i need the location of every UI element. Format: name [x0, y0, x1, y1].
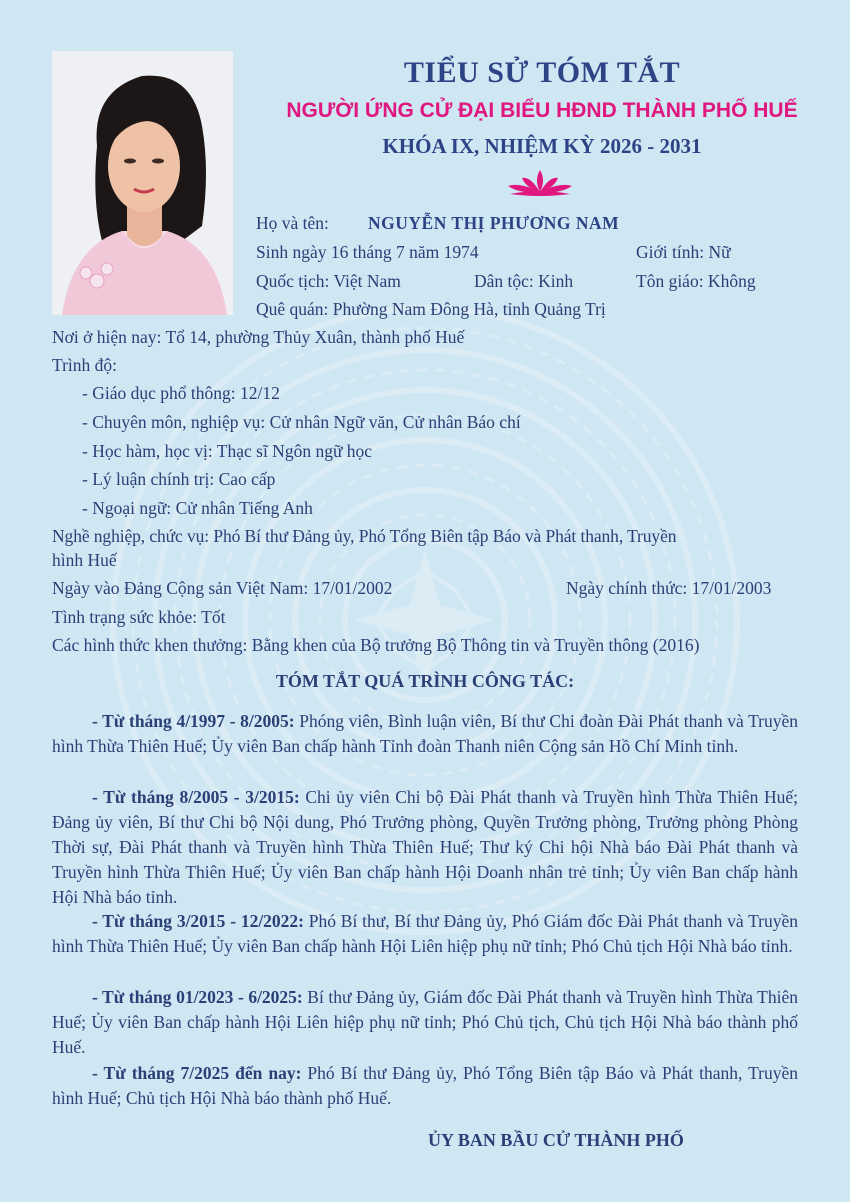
birth-date: Sinh ngày 16 tháng 7 năm 1974: [256, 242, 479, 262]
education-item: - Giáo dục phổ thông: 12/12: [82, 383, 280, 403]
party-official-date: Ngày chính thức: 17/01/2003: [566, 578, 772, 598]
work-period: - Từ tháng 8/2005 - 3/2015:: [92, 787, 300, 807]
work-description: Phó Bí thư Đảng ủy, Phó Tổng Biên tập Báo và Phát thanh, Truyền hình Huế; Chủ tịch Hội Nhà báo thành phố Huế.: [52, 1063, 798, 1108]
education-label: Trình độ:: [52, 355, 118, 375]
ethnicity: Dân tộc: Kinh: [474, 271, 574, 291]
education-item: - Học hàm, học vị: Thạc sĩ Ngôn ngữ học: [82, 441, 373, 461]
party-join-date: Ngày vào Đảng Cộng sản Việt Nam: 17/01/2002: [52, 578, 393, 598]
residence: Nơi ở hiện nay: Tổ 14, phường Thủy Xuân, thành phố Huế: [52, 327, 465, 347]
occupation-line-2: hình Huế: [52, 550, 117, 570]
work-entry: [52, 709, 798, 759]
gender: Giới tính: Nữ: [636, 242, 731, 262]
education-item: - Lý luận chính trị: Cao cấp: [82, 469, 276, 489]
work-period: - Từ tháng 3/2015 - 12/2022:: [92, 911, 305, 931]
document-title: TIỂU SỬ TÓM TẮT: [403, 56, 681, 89]
work-description: Bí thư Đảng ủy, Giám đốc Đài Phát thanh và Truyền hình Thừa Thiên Huế; Ủy viên Ban chấp hành Hội Liên hiệp phụ nữ tỉnh; Phó Chủ tịch, Chủ tịch Hội Nhà báo thành phố Huế.: [52, 987, 798, 1057]
name-row: [256, 212, 329, 234]
education-item: - Ngoại ngữ: Cử nhân Tiếng Anh: [82, 498, 313, 518]
work-period: - Từ tháng 01/2023 - 6/2025:: [92, 987, 303, 1007]
election-committee-signature: ỦY BAN BẦU CỬ THÀNH PHỐ: [428, 1130, 684, 1150]
work-entry: [52, 985, 798, 1060]
work-period: - Từ tháng 7/2025 đến nay:: [92, 1063, 302, 1083]
document-subtitle: NGƯỜI ỨNG CỬ ĐẠI BIỂU HĐND THÀNH PHỐ HUẾ: [286, 99, 798, 122]
awards: Các hình thức khen thưởng: Bằng khen của Bộ trưởng Bộ Thông tin và Truyền thông (2016): [52, 635, 700, 655]
work-entry: [52, 785, 798, 910]
term-label: KHÓA IX, NHIỆM KỲ 2026 - 2031: [382, 134, 702, 158]
occupation-line-1: Nghề nghiệp, chức vụ: Phó Bí thư Đảng ủy, Phó Tổng Biên tập Báo và Phát thanh, Truyền: [52, 526, 677, 546]
lotus-ornament-icon: [500, 168, 580, 198]
work-entry: [52, 1061, 798, 1111]
work-period: - Từ tháng 4/1997 - 8/2005:: [92, 711, 295, 731]
work-description: Phóng viên, Bình luận viên, Bí thư Chi đoàn Đài Phát thanh và Truyền hình Thừa Thiên Huế; Ủy viên Ban chấp hành Tỉnh đoàn Thanh niên Cộng sản Hồ Chí Minh tỉnh.: [52, 711, 799, 756]
work-history-title: TÓM TẮT QUÁ TRÌNH CÔNG TÁC:: [275, 671, 575, 691]
portrait-illustration: [52, 51, 233, 315]
name-label: Họ và tên:: [256, 213, 329, 233]
work-description: Phó Bí thư, Bí thư Đảng ủy, Phó Giám đốc Đài Phát thanh và Truyền hình Thừa Thiên Huế; Ủy viên Ban chấp hành Hội Liên hiệp phụ nữ tỉnh; Phó Chủ tịch Hội Nhà báo tỉnh.: [52, 911, 798, 956]
education-item: - Chuyên môn, nghiệp vụ: Cử nhân Ngữ văn, Cử nhân Báo chí: [82, 412, 521, 432]
work-entry: [52, 909, 798, 959]
religion: Tôn giáo: Không: [636, 271, 756, 291]
work-description: Chi ủy viên Chi bộ Đài Phát thanh và Truyền hình Thừa Thiên Huế; Đảng ủy viên, Bí thư Chi bộ Nội dung, Phó Trưởng phòng, Quyền Trưởng phòng, Trưởng phòng Phòng Thời sự, Đài Phát thanh và Truyền hình Thừa Thiên Huế; Thư ký Chi hội Nhà báo Đài Phát thanh và Truyền hình Thừa Thiên Huế; Ủy viên Ban chấp hành Hội Doanh nhân trẻ tỉnh; Ủy viên Ban chấp hành Hội Nhà báo tỉnh.: [52, 787, 799, 907]
health-status: Tình trạng sức khỏe: Tốt: [52, 607, 226, 627]
candidate-portrait: [52, 51, 233, 315]
candidate-name: NGUYỄN THỊ PHƯƠNG NAM: [368, 213, 620, 233]
hometown: Quê quán: Phường Nam Đông Hà, tỉnh Quảng Trị: [256, 299, 606, 319]
nationality: Quốc tịch: Việt Nam: [256, 271, 401, 291]
